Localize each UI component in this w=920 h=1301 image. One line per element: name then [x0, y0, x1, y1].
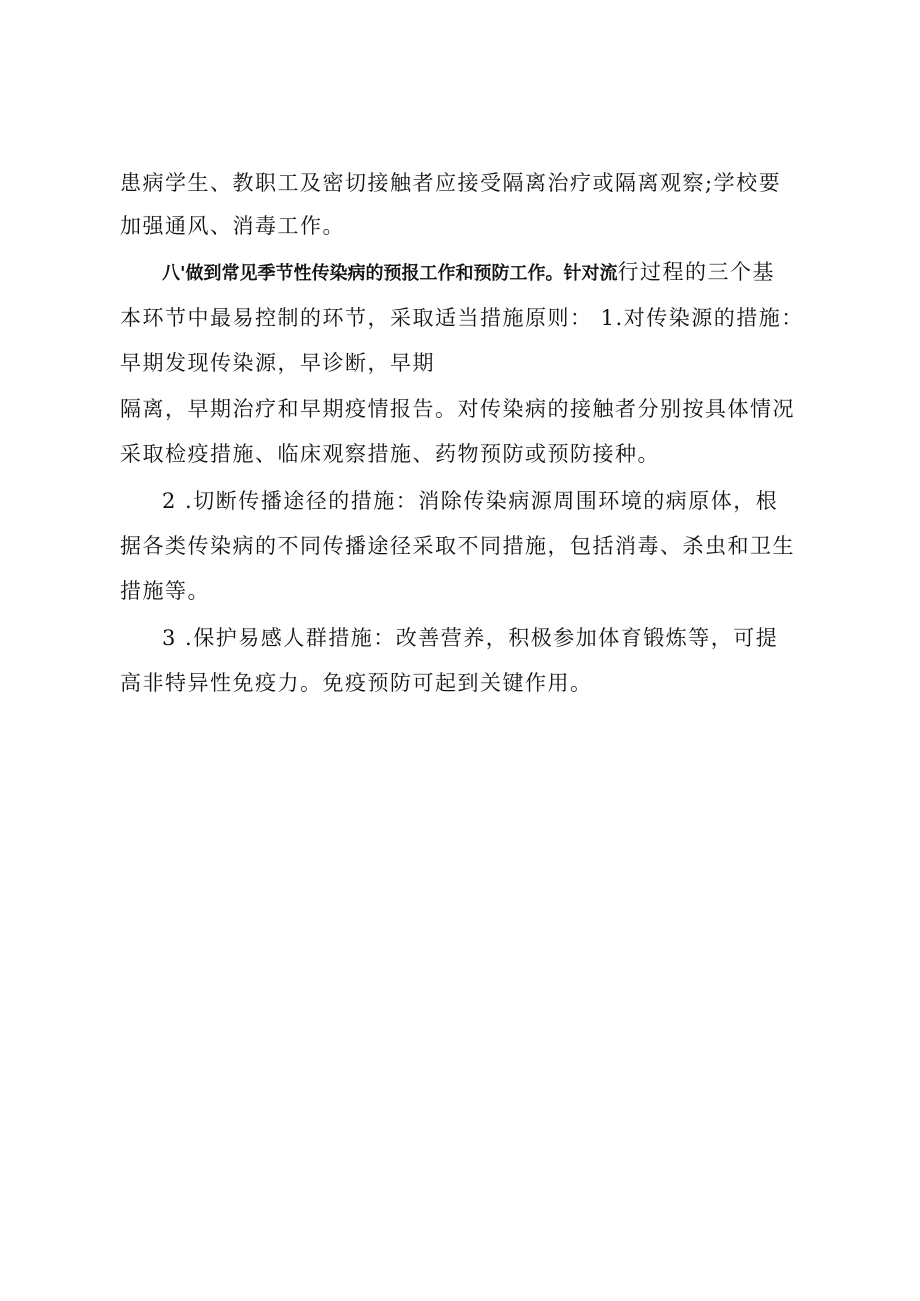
- paragraph-line: 据各类传染病的不同传播途径采取不同措施，包括消毒、杀虫和卫生: [120, 534, 795, 558]
- section-eight-heading-line: [162, 259, 775, 287]
- paragraph-line: 高非特异性免疫力。免疫预防可起到关键作用。: [120, 671, 593, 695]
- paragraph-line: 采取检疫措施、临床观察措施、药物预防或预防接种。: [120, 442, 660, 466]
- paragraph-line: 患病学生、教职工及密切接触者应接受隔离治疗或隔离观察;学校要: [120, 171, 782, 195]
- section-eight-heading: 八'做到常见季节性传染病的预报工作和预防工作。针对流: [162, 263, 618, 284]
- numbered-item-3: 3 .保护易感人群措施：改善营养，积极参加体育锻炼等，可提: [162, 626, 779, 650]
- paragraph-line: 加强通风、消毒工作。: [120, 214, 345, 238]
- paragraph-line: 早期发现传染源，早诊断，早期: [120, 351, 435, 375]
- paragraph-line: 本环节中最易控制的环节，采取适当措施原则： 1.对传染源的措施：: [120, 306, 804, 330]
- numbered-item-2: 2 .切断传播途径的措施：消除传染病源周围环境的病原体，根: [162, 489, 779, 513]
- paragraph-text: 行过程的三个基: [617, 260, 776, 284]
- paragraph-line: 措施等。: [120, 579, 210, 603]
- paragraph-line: 隔离，早期治疗和早期疫情报告。对传染病的接触者分别按具体情况: [120, 397, 795, 421]
